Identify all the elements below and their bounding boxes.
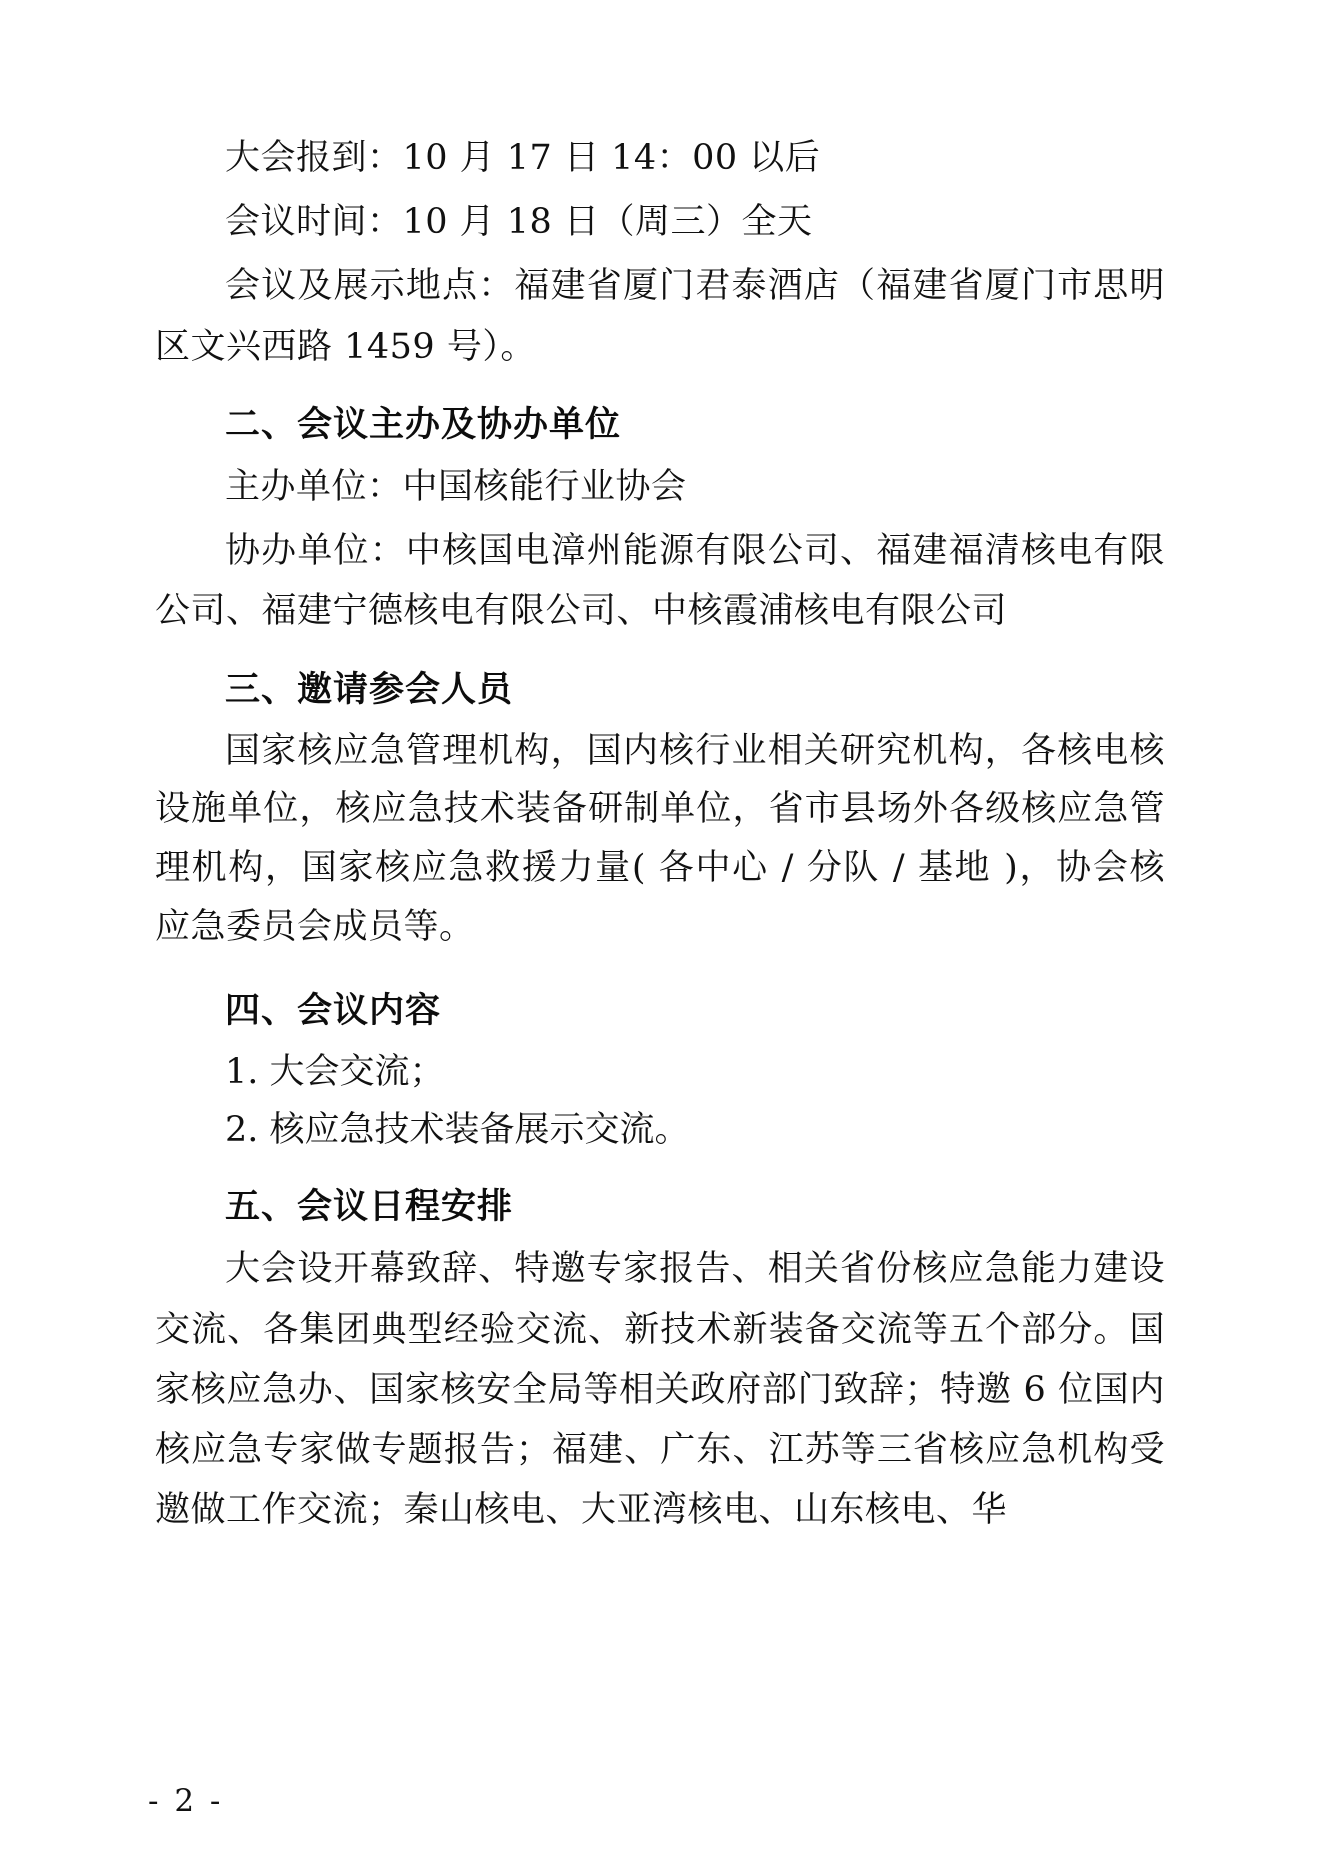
page-number: - 2 - (148, 1783, 224, 1819)
heading-section-three: 三、邀请参会人员 (225, 668, 514, 710)
paragraph-co-organizers: 协办单位：中核国电漳州能源有限公司、福建福清核电有限公司、福建宁德核电有限公司、中核霞浦核电有限公司 (155, 531, 1165, 632)
spacer (155, 379, 1165, 385)
paragraph-invited-participants: 国家核应急管理机构，国内核行业相关研究机构，各核电核设施单位，核应急技术装备研制单位，省市县场外各级核应急管理机构，国家核应急救援力量( 各中心 / 分队 / 基地 )，协会核应急委员会成员等。 (155, 730, 1165, 948)
list-item-content-1: 1. 大会交流； (225, 1052, 445, 1093)
heading-section-five: 五、会议日程安排 (225, 1186, 514, 1228)
heading-section-four: 四、会议内容 (225, 989, 442, 1031)
paragraph-venue: 会议及展示地点：福建省厦门君泰酒店（福建省厦门市思明区文兴西路 1459 号）。 (155, 266, 1165, 367)
heading-section-two: 二、会议主办及协办单位 (225, 403, 622, 445)
spacer (155, 644, 1165, 650)
paragraph-registration: 大会报到：10 月 17 日 14：00 以后 (225, 138, 821, 178)
list-item-content-2: 2. 核应急技术装备展示交流。 (225, 1110, 690, 1151)
document-body (155, 128, 1165, 1544)
spacer (155, 1161, 1165, 1167)
spacer (155, 959, 1165, 971)
paragraph-organizer: 主办单位：中国核能行业协会 (225, 466, 687, 507)
paragraph-meeting-time: 会议时间：10 月 18 日（周三）全天 (225, 202, 813, 243)
paragraph-agenda: 大会设开幕致辞、特邀专家报告、相关省份核应急能力建设交流、各集团典型经验交流、新技术新装备交流等五个部分。国家核应急办、国家核安全局等相关政府部门致辞；特邀 6 位国内核应急专家做专题报告；福建、广东、江苏等三省核应急机构受邀做工作交流；秦山核电、大亚湾核电、山东核电、华 (155, 1249, 1165, 1531)
